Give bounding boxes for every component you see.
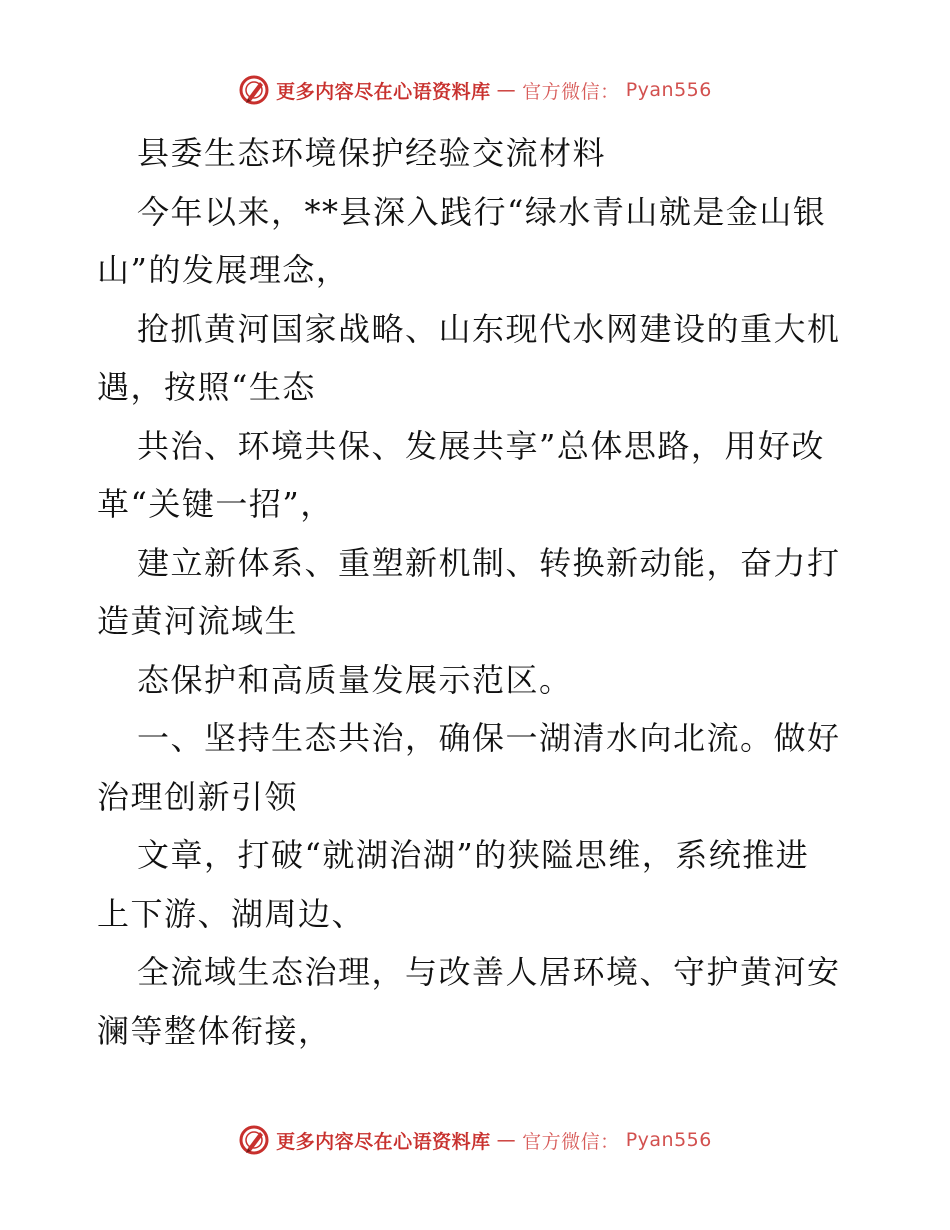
paragraph-line: 文章，打破“就湖治湖”的狭隘思维，系统推进	[137, 836, 810, 874]
document-body	[97, 124, 857, 1060]
watermark-group	[238, 1124, 712, 1156]
paragraph-line: 澜等整体衔接，	[97, 1011, 332, 1050]
paragraph-line: 革“关键一招”，	[97, 485, 334, 523]
watermark-dash: —	[496, 79, 517, 101]
watermark-text: 更多内容尽在心语资料库	[276, 1130, 491, 1153]
paragraph-line: 上下游、湖周边、	[97, 894, 366, 933]
paragraph-line: 态保护和高质量发展示范区。	[137, 660, 573, 699]
paragraph-line: 治理创新引领	[97, 777, 299, 816]
section-heading-line: 一、坚持生态共治，确保一湖清水向北流。做好	[137, 719, 841, 757]
paragraph-line: 建立新体系、重塑新机制、转换新动能，奋力打	[137, 543, 841, 582]
pen-logo-icon	[238, 74, 270, 106]
paragraph-line: 抢抓黄河国家战略、山东现代水网建设的重大机	[137, 309, 841, 348]
watermark-text: 更多内容尽在心语资料库	[276, 80, 491, 103]
watermark-wechat-id: Pyan556	[625, 79, 712, 101]
paragraph-line: 遇，按照“生态	[97, 368, 316, 406]
paragraph-line: 山”的发展理念，	[97, 251, 350, 289]
pen-logo-icon	[238, 1124, 270, 1156]
footer-watermark	[0, 1120, 950, 1160]
watermark-wechat-label: 官方微信：	[522, 1130, 620, 1153]
watermark-wechat-label: 官方微信：	[522, 80, 620, 103]
paragraph-line: 共治、环境共保、发展共享”总体思路，用好改	[137, 426, 825, 465]
watermark-dash: —	[496, 1129, 517, 1151]
paragraph-line: 今年以来，**县深入践行“绿水青山就是金山银	[137, 192, 827, 231]
paragraph-line: 造黄河流域生	[97, 602, 299, 640]
watermark-group	[238, 74, 712, 106]
watermark-wechat-id: Pyan556	[625, 1129, 712, 1151]
paragraph-line: 全流域生态治理，与改善人居环境、守护黄河安	[137, 953, 841, 991]
header-watermark	[0, 70, 950, 110]
document-title: 县委生态环境保护经验交流材料	[137, 134, 607, 172]
